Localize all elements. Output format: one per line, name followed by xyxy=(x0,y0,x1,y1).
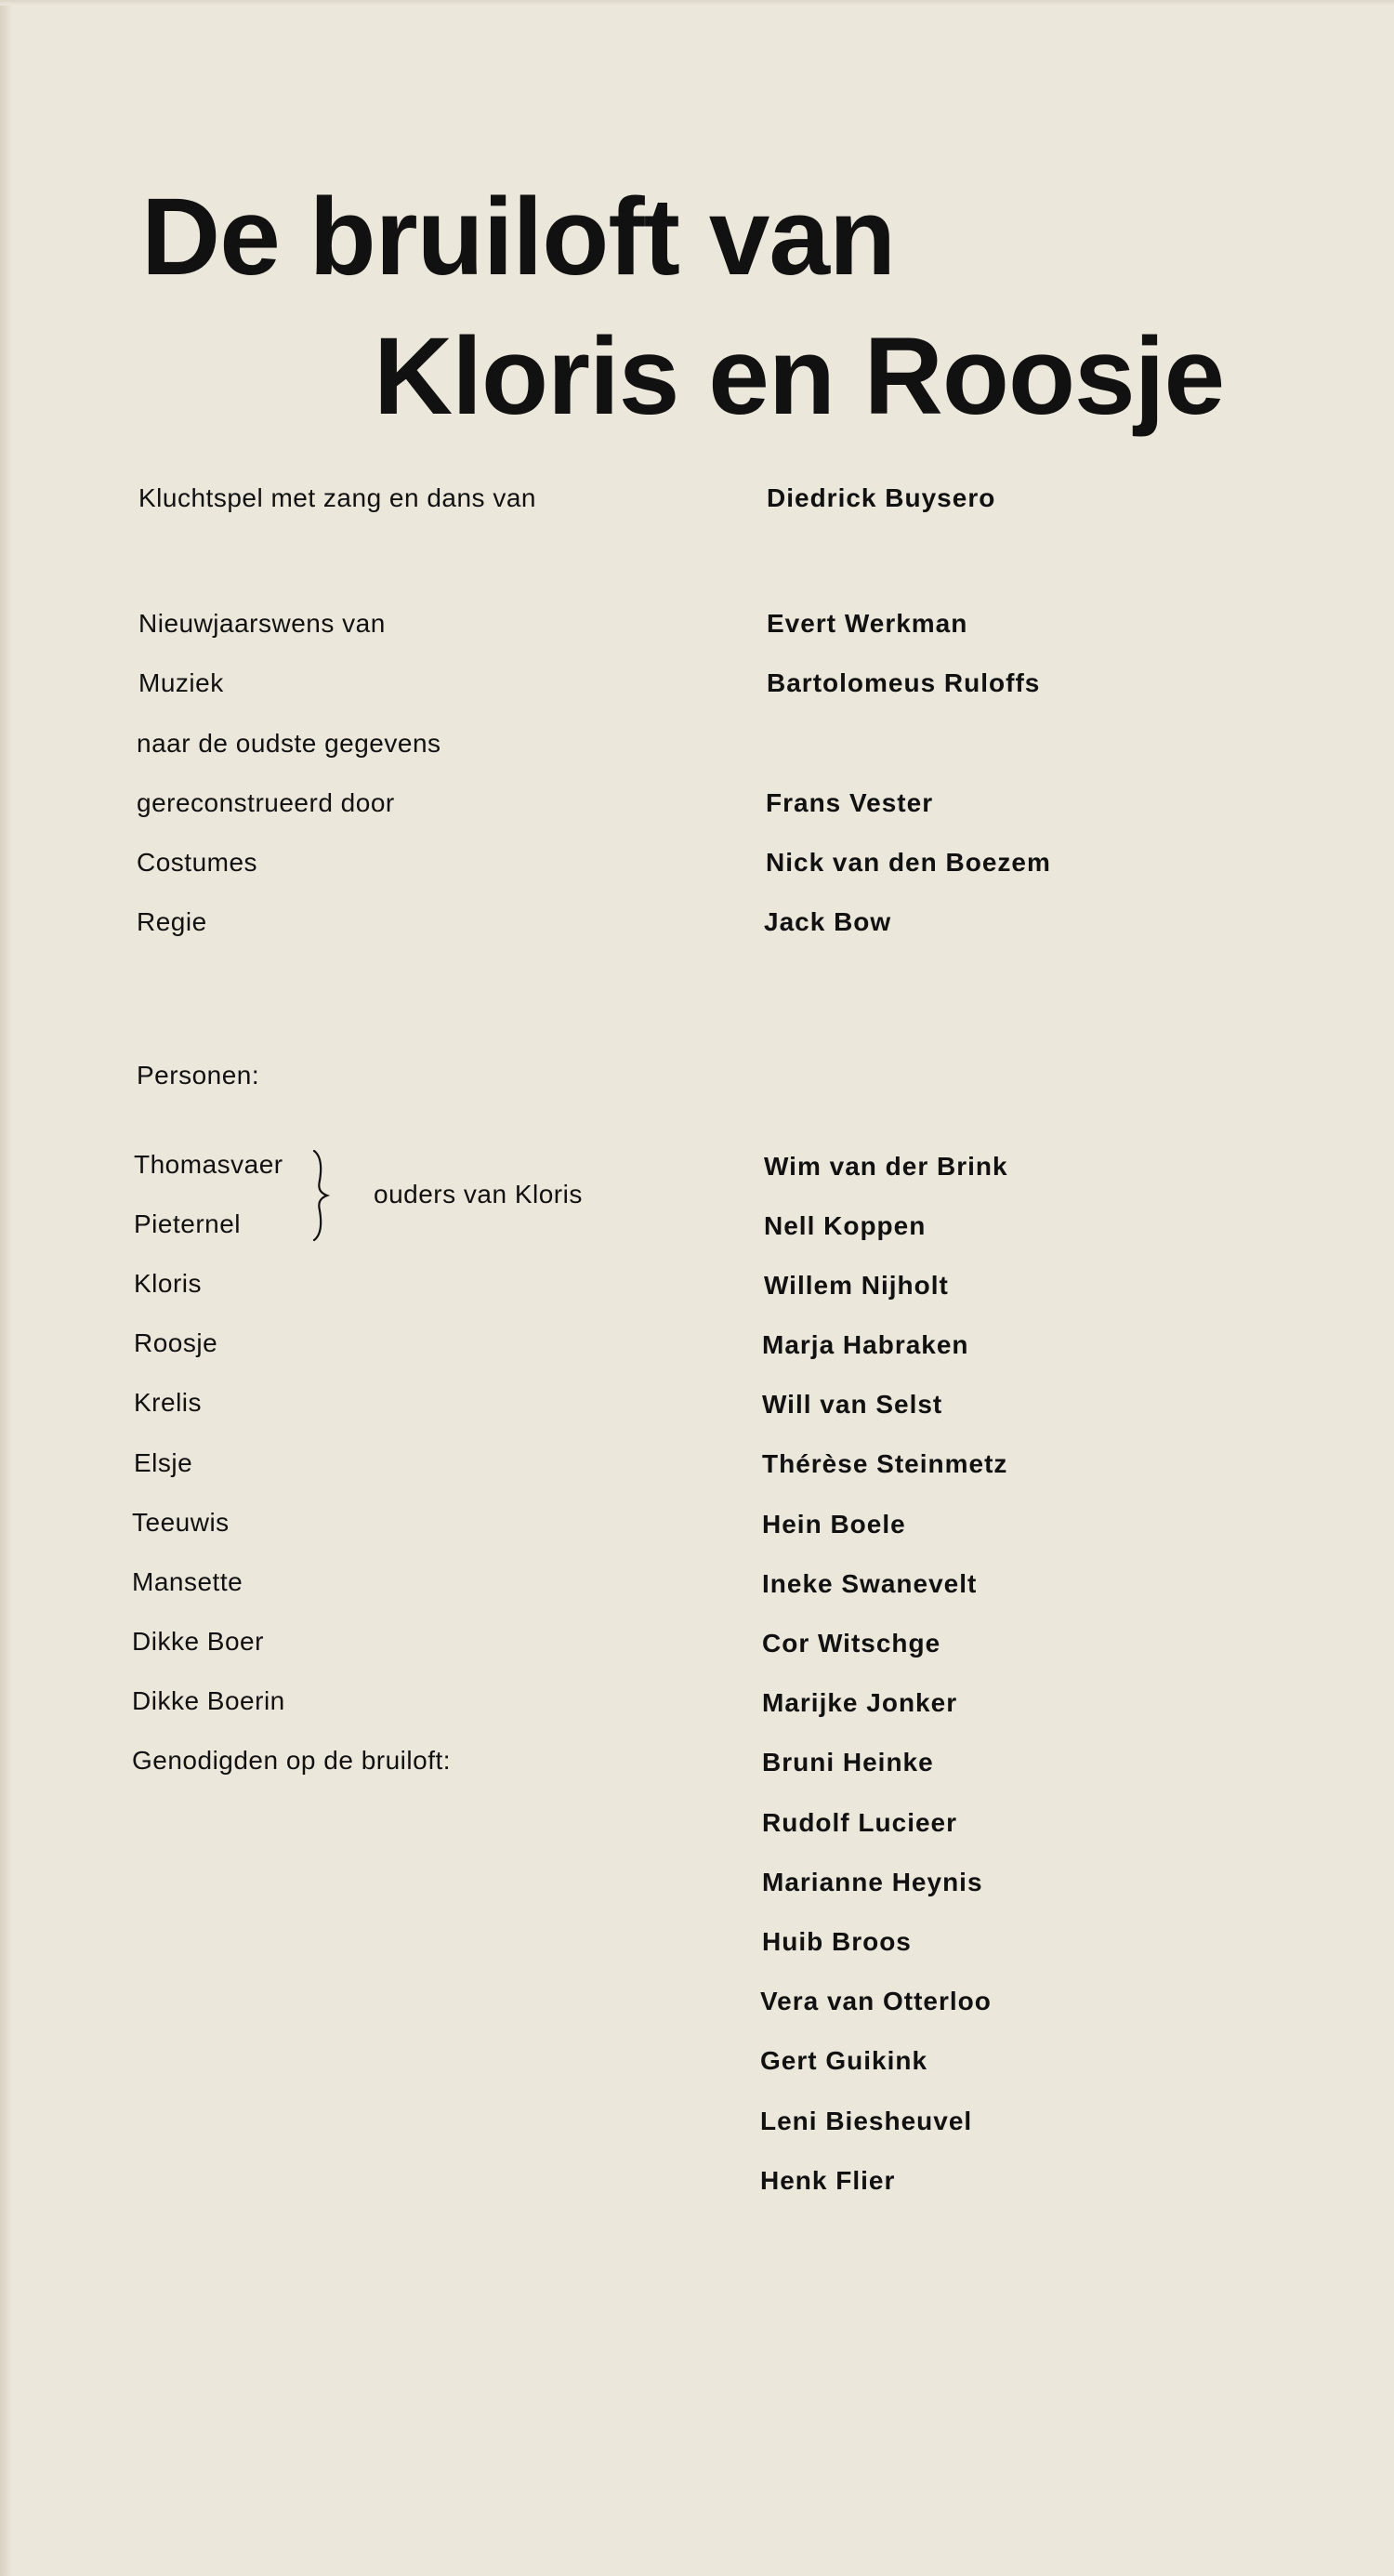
credit-value-music: Bartolomeus Ruloffs xyxy=(767,668,1041,697)
credit-value-author: Diedrick Buysero xyxy=(767,483,996,512)
credit-label-author: Kluchtspel met zang en dans van xyxy=(138,483,536,512)
credit-label-newyear: Nieuwjaarswens van xyxy=(138,609,386,638)
credit-label-costumes: Costumes xyxy=(137,848,258,877)
actor-item: Ineke Swanevelt xyxy=(762,1569,978,1598)
personen-heading: Personen: xyxy=(137,1061,260,1090)
actor-item: Marijke Jonker xyxy=(762,1688,958,1717)
credit-label-music: Muziek xyxy=(138,668,224,697)
actor-item: Marianne Heynis xyxy=(762,1868,983,1896)
actor-item: Willem Nijholt xyxy=(764,1271,949,1300)
credit-label-sources: naar de oudste gegevens xyxy=(137,729,441,758)
title-line-2: Kloris en Roosje xyxy=(374,315,1225,438)
actor-item: Rudolf Lucieer xyxy=(762,1808,958,1837)
actor-item: Henk Flier xyxy=(760,2166,896,2195)
credit-value-costumes: Nick van den Boezem xyxy=(766,848,1051,877)
brace-note: ouders van Kloris xyxy=(374,1180,583,1209)
credit-label-direction: Regie xyxy=(137,907,207,936)
role-item: Dikke Boer xyxy=(132,1627,264,1656)
actor-item: Will van Selst xyxy=(762,1390,943,1419)
role-item: Thomasvaer xyxy=(134,1150,283,1179)
role-item-guests: Genodigden op de bruiloft: xyxy=(132,1746,452,1775)
brace-icon xyxy=(310,1149,333,1242)
role-item: Dikke Boerin xyxy=(132,1686,285,1715)
credit-label-reconstructed: gereconstrueerd door xyxy=(137,788,395,817)
role-item: Elsje xyxy=(134,1448,193,1477)
actor-item: Marja Habraken xyxy=(762,1330,969,1359)
credit-value-direction: Jack Bow xyxy=(764,907,892,936)
actor-item: Leni Biesheuvel xyxy=(760,2107,973,2135)
actor-item: Nell Koppen xyxy=(764,1211,927,1240)
actor-item: Wim van der Brink xyxy=(764,1152,1008,1181)
role-item: Teeuwis xyxy=(132,1508,230,1537)
role-item: Krelis xyxy=(134,1388,203,1417)
role-item: Pieternel xyxy=(134,1209,242,1238)
credit-value-reconstructed: Frans Vester xyxy=(766,788,934,817)
actor-item: Hein Boele xyxy=(762,1510,906,1539)
actor-item: Bruni Heinke xyxy=(762,1748,934,1777)
role-item: Roosje xyxy=(134,1328,218,1357)
actor-item: Gert Guikink xyxy=(760,2046,928,2075)
role-item: Mansette xyxy=(132,1567,243,1596)
role-item: Kloris xyxy=(134,1269,203,1298)
actor-item: Thérèse Steinmetz xyxy=(762,1449,1008,1478)
actor-item: Huib Broos xyxy=(762,1927,912,1956)
actor-item: Vera van Otterloo xyxy=(760,1987,992,2015)
actor-item: Cor Witschge xyxy=(762,1629,941,1658)
title-line-1: De bruiloft van xyxy=(141,176,896,298)
credit-value-newyear: Evert Werkman xyxy=(767,609,968,638)
